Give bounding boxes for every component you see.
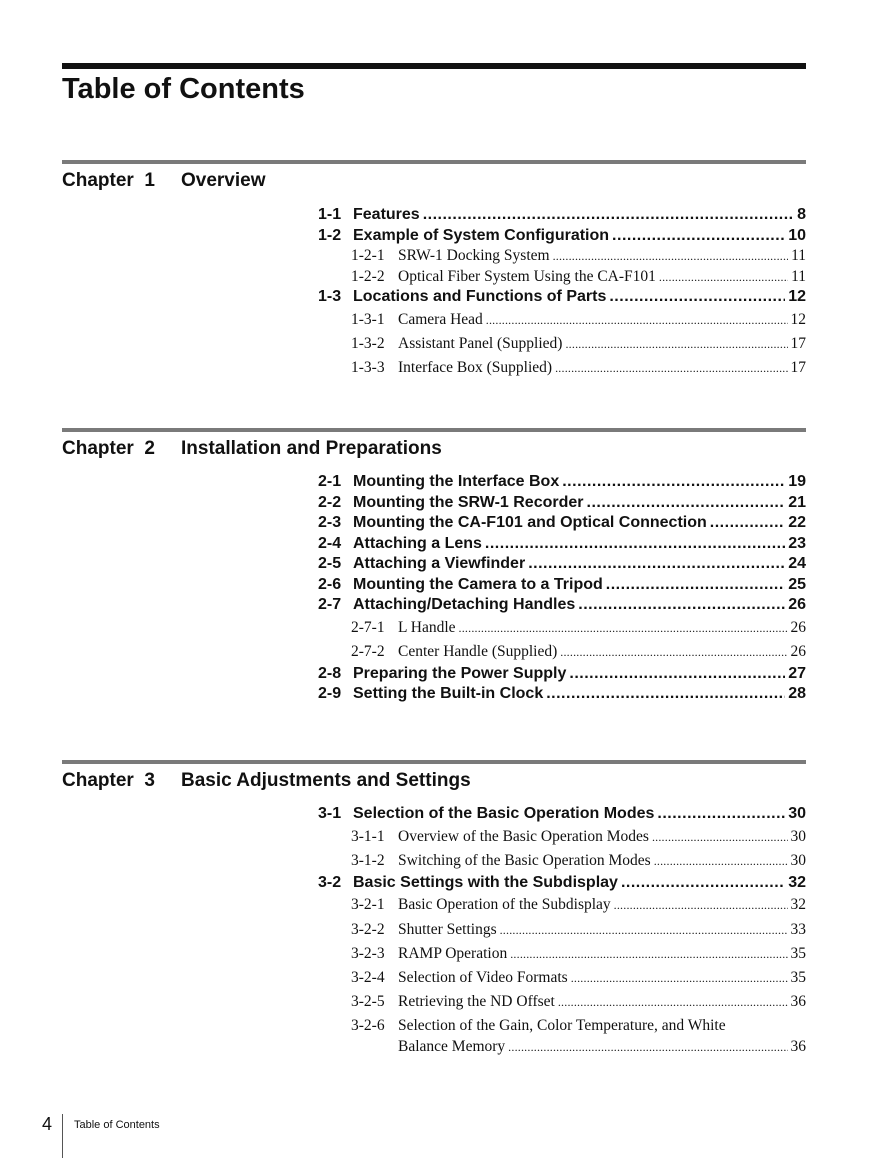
toc-subentry[interactable] xyxy=(318,825,806,849)
entry-label: Shutter Settings xyxy=(398,920,497,938)
entry-number: 1-3-1 xyxy=(351,310,385,328)
leader-dots xyxy=(555,357,787,380)
leader-dots xyxy=(652,826,788,849)
entry-label: Preparing the Power Supply xyxy=(353,664,567,682)
toc-entry[interactable] xyxy=(318,205,806,226)
page-number: 32 xyxy=(790,896,806,914)
page-number: 17 xyxy=(790,334,806,352)
page-number: 11 xyxy=(791,267,806,285)
toc-entry[interactable] xyxy=(318,287,806,308)
leader-dots xyxy=(423,205,794,226)
entry-label: Mounting the Camera to a Tripod xyxy=(353,575,603,593)
entry-number: 3-2-4 xyxy=(351,969,385,987)
entry-number: 1-3 xyxy=(318,288,342,305)
toc-entries xyxy=(318,804,806,1057)
toc-subentry[interactable] xyxy=(318,308,806,332)
page-number: 36 xyxy=(790,993,806,1011)
leader-dots xyxy=(569,664,785,685)
leader-dots xyxy=(606,575,785,596)
toc-subentry[interactable] xyxy=(318,356,806,380)
toc-entry[interactable] xyxy=(318,595,806,616)
entry-number: 2-7-2 xyxy=(351,642,385,660)
toc-entry[interactable] xyxy=(318,513,806,534)
toc-subentry[interactable] xyxy=(318,966,806,990)
page-number: 28 xyxy=(788,685,806,703)
page-number: 8 xyxy=(797,206,806,223)
entry-label: Basic Settings with the Subdisplay xyxy=(353,873,618,891)
leader-dots xyxy=(621,873,785,894)
leader-dots xyxy=(528,554,785,575)
page-number: 36 xyxy=(790,1037,806,1055)
page-title: Table of Contents xyxy=(62,73,305,105)
toc-subentry[interactable] xyxy=(318,267,806,288)
toc-subentry[interactable] xyxy=(318,640,806,664)
page-number: 30 xyxy=(790,827,806,845)
leader-dots xyxy=(571,967,788,990)
entry-label: Mounting the SRW-1 Recorder xyxy=(353,493,584,511)
entry-label: Mounting the Interface Box xyxy=(353,473,560,490)
entry-number: 1-1 xyxy=(318,206,342,223)
toc-entries xyxy=(318,472,806,705)
entry-label: Overview of the Basic Operation Modes xyxy=(398,827,649,845)
toc-subentry[interactable] xyxy=(318,246,806,267)
toc-subentry[interactable] xyxy=(318,990,806,1014)
page-number: 23 xyxy=(788,534,806,552)
toc-entry[interactable] xyxy=(318,873,806,894)
entry-label: Features xyxy=(353,206,420,223)
entry-label: Camera Head xyxy=(398,310,483,328)
entry-number: 1-2 xyxy=(318,226,342,244)
entry-label: Attaching a Lens xyxy=(353,534,482,552)
entry-number: 3-2-3 xyxy=(351,944,385,962)
page-number: 11 xyxy=(791,247,806,264)
toc-entry[interactable] xyxy=(318,684,806,705)
entry-label: Optical Fiber System Using the CA-F101 xyxy=(398,267,656,285)
leader-dots xyxy=(578,595,785,616)
entry-label: RAMP Operation xyxy=(398,944,508,962)
entry-number: 2-9 xyxy=(318,685,342,703)
entry-number: 1-3-2 xyxy=(351,334,385,352)
entry-label: Selection of Video Formats xyxy=(398,969,568,987)
chapter-title: Overview xyxy=(181,170,266,191)
entry-number: 2-2 xyxy=(318,493,342,511)
entry-label: Switching of the Basic Operation Modes xyxy=(398,851,651,869)
leader-dots xyxy=(558,991,788,1014)
leader-dots xyxy=(562,472,785,493)
toc-subentry[interactable] xyxy=(318,918,806,942)
toc-entry[interactable] xyxy=(318,664,806,685)
leader-dots xyxy=(560,641,787,664)
leader-dots xyxy=(510,943,787,966)
chapter-rule xyxy=(62,760,806,764)
entry-label: Example of System Configuration xyxy=(353,226,610,244)
page-number: 17 xyxy=(790,358,806,376)
leader-dots xyxy=(485,534,785,555)
entry-number: 3-1-1 xyxy=(351,827,385,845)
toc-subentry[interactable] xyxy=(318,616,806,640)
entry-label: Interface Box (Supplied) xyxy=(398,358,553,376)
entry-number: 2-7 xyxy=(318,596,342,613)
footer-section-label: Table of Contents xyxy=(74,1119,160,1131)
entry-number: 2-7-1 xyxy=(351,618,385,636)
toc-entry[interactable] xyxy=(318,534,806,555)
entry-number: 3-2-5 xyxy=(351,993,385,1011)
toc-entry[interactable] xyxy=(318,804,806,825)
toc-entry[interactable] xyxy=(318,493,806,514)
entry-number: 1-3-3 xyxy=(351,358,385,376)
leader-dots xyxy=(459,617,788,640)
entry-number: 2-6 xyxy=(318,575,342,593)
page-number: 35 xyxy=(790,944,806,962)
chapter-number: Chapter 1 xyxy=(62,170,155,191)
entry-number: 3-1 xyxy=(318,805,342,822)
leader-dots xyxy=(546,684,785,705)
page-number: 30 xyxy=(788,805,806,822)
toc-entries xyxy=(318,205,806,380)
toc-subentry-continuation[interactable] xyxy=(318,1037,806,1058)
entry-label: Attaching/Detaching Handles xyxy=(353,596,576,613)
entry-number: 2-8 xyxy=(318,664,342,682)
toc-subentry[interactable] xyxy=(318,332,806,356)
footer-page-number: 4 xyxy=(42,1114,53,1134)
page-number: 24 xyxy=(788,555,806,572)
entry-label: Selection of the Gain, Color Temperature, and White xyxy=(398,1017,726,1035)
entry-number: 3-2-2 xyxy=(351,920,385,938)
leader-dots xyxy=(614,894,788,917)
toc-entry[interactable] xyxy=(318,472,806,493)
page-number: 30 xyxy=(790,851,806,869)
entry-label: SRW-1 Docking System xyxy=(398,247,550,264)
entry-label: Basic Operation of the Subdisplay xyxy=(398,896,611,914)
page-number: 27 xyxy=(788,664,806,682)
entry-number: 2-1 xyxy=(318,473,342,490)
entry-label: L Handle xyxy=(398,618,456,636)
page-number: 35 xyxy=(790,969,806,987)
entry-number: 2-5 xyxy=(318,555,342,572)
leader-dots xyxy=(587,493,786,514)
entry-label: Retrieving the ND Offset xyxy=(398,993,555,1011)
leader-dots xyxy=(654,850,788,873)
entry-label: Attaching a Viewfinder xyxy=(353,555,526,572)
page-number: 19 xyxy=(788,473,806,490)
entry-number: 1-2-1 xyxy=(351,247,385,264)
page-number: 25 xyxy=(788,575,806,593)
leader-dots xyxy=(565,333,787,356)
page-number: 10 xyxy=(788,226,806,244)
toc-entry[interactable] xyxy=(318,575,806,596)
toc-entry[interactable] xyxy=(318,554,806,575)
chapter-rule xyxy=(62,160,806,164)
toc-subentry[interactable] xyxy=(318,1016,806,1037)
leader-dots xyxy=(609,287,785,308)
footer-divider xyxy=(62,1114,63,1158)
entry-label: Locations and Functions of Parts xyxy=(353,288,607,305)
page-number: 32 xyxy=(788,873,806,891)
chapter-number: Chapter 3 xyxy=(62,770,155,791)
page-number: 26 xyxy=(788,596,806,613)
entry-number: 1-2-2 xyxy=(351,267,385,285)
entry-label: Selection of the Basic Operation Modes xyxy=(353,805,655,822)
toc-subentry[interactable] xyxy=(318,942,806,966)
page-number: 26 xyxy=(790,618,806,636)
leader-dots xyxy=(486,309,788,332)
entry-number: 2-3 xyxy=(318,514,342,531)
leader-dots xyxy=(553,246,788,267)
leader-dots xyxy=(500,919,788,942)
entry-number: 3-2-1 xyxy=(351,896,385,914)
entry-number: 3-2-6 xyxy=(351,1017,385,1035)
toc-entry[interactable] xyxy=(318,226,806,247)
entry-number: 3-2 xyxy=(318,873,342,891)
entry-label: Center Handle (Supplied) xyxy=(398,642,558,660)
chapter-heading xyxy=(62,160,806,193)
toc-subentry[interactable] xyxy=(318,849,806,873)
toc-subentry[interactable] xyxy=(318,893,806,917)
chapter-rule xyxy=(62,428,806,432)
entry-label: Mounting the CA-F101 and Optical Connection xyxy=(353,514,707,531)
title-rule xyxy=(62,63,806,69)
chapter-heading xyxy=(62,760,806,793)
page-number: 21 xyxy=(788,493,806,511)
chapter-heading xyxy=(62,428,806,461)
chapter-title: Basic Adjustments and Settings xyxy=(181,770,471,791)
page-number: 33 xyxy=(790,920,806,938)
entry-label: Setting the Built-in Clock xyxy=(353,685,544,703)
page-number: 12 xyxy=(788,288,806,305)
page-number: 22 xyxy=(788,514,806,531)
chapter-number: Chapter 2 xyxy=(62,438,155,459)
page-number: 12 xyxy=(790,310,806,328)
leader-dots xyxy=(612,226,785,247)
entry-number: 3-1-2 xyxy=(351,851,385,869)
page-number: 26 xyxy=(790,642,806,660)
entry-number: 2-4 xyxy=(318,534,342,552)
leader-dots xyxy=(710,513,785,534)
leader-dots xyxy=(659,267,788,288)
leader-dots xyxy=(508,1037,787,1058)
leader-dots xyxy=(657,804,785,825)
entry-label: Assistant Panel (Supplied) xyxy=(398,334,563,352)
entry-label-continued: Balance Memory xyxy=(398,1037,506,1055)
chapter-title: Installation and Preparations xyxy=(181,438,442,459)
